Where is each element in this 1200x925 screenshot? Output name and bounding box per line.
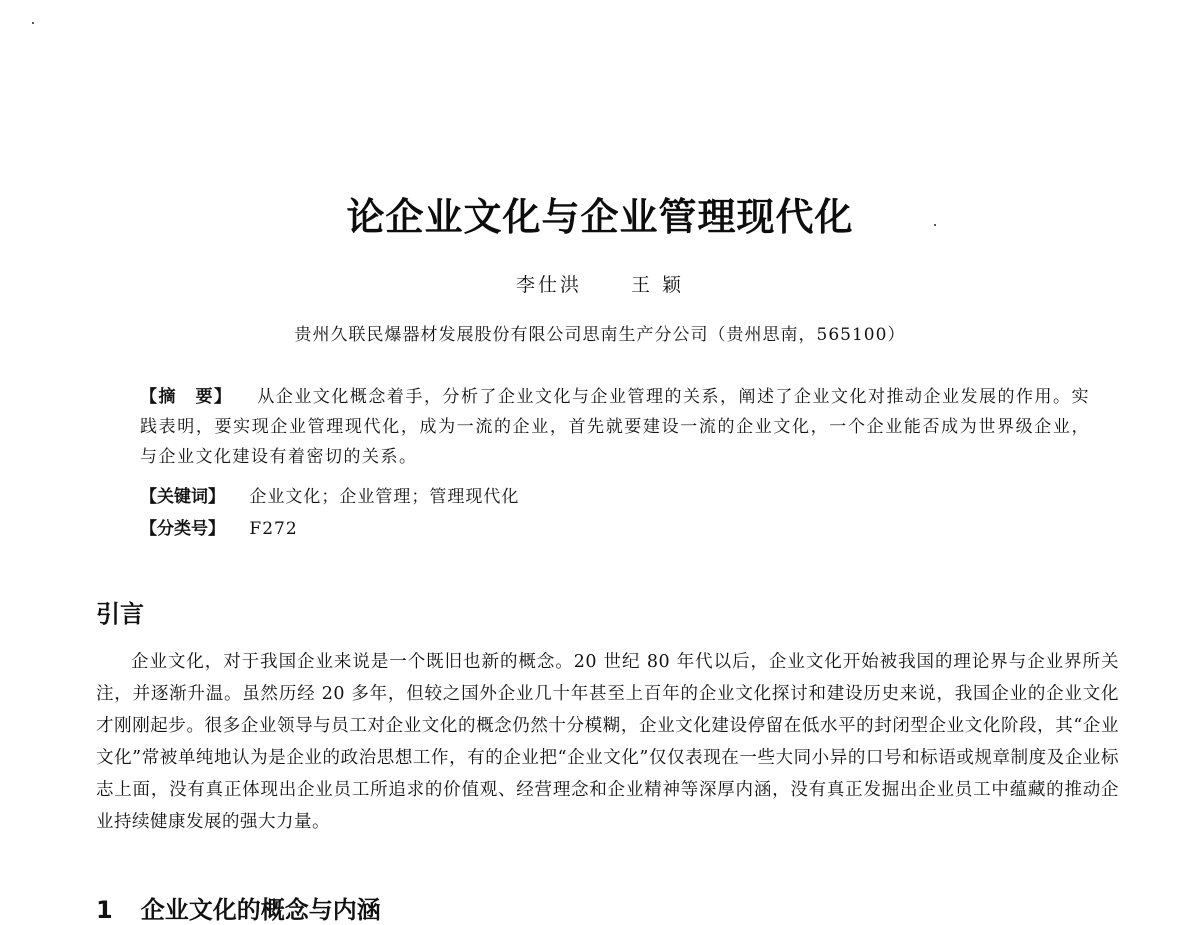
classification-label: 【分类号】 [140, 519, 225, 539]
classification-text: F272 [249, 519, 298, 539]
keywords [140, 482, 519, 507]
abstract-text: 从企业文化概念着手，分析了企业文化与企业管理的关系，阐述了企业文化对推动企业发展的作用。实践表明，要实现企业管理现代化，成为一流的企业，首先就要建设一流的企业文化，一个企业能否成为世界级企业，与企业文化建设有着密切的关系。 [140, 387, 1091, 467]
scan-speck [32, 22, 34, 24]
abstract [140, 382, 1090, 472]
author-name: 李仕洪 [515, 274, 582, 296]
abstract-label: 【摘 要】 [140, 387, 233, 407]
author-name: 王 颖 [631, 274, 685, 296]
section-number: 1 [96, 896, 113, 924]
paper-title: 论企业文化与企业管理现代化 [346, 195, 854, 239]
keywords-text: 企业文化；企业管理；管理现代化 [249, 487, 520, 507]
author-affiliation: 贵州久联民爆器材发展股份有限公司思南生产分公司（贵州思南，565100） [294, 325, 906, 345]
section-title: 企业文化的概念与内涵 [140, 896, 381, 924]
intro-heading: 引言 [96, 600, 144, 628]
classification-number [140, 514, 298, 539]
author-list [0, 270, 1200, 297]
intro-paragraph: 企业文化，对于我国企业来说是一个既旧也新的概念。20 世纪 80 年代以后，企业文化开始被我国的理论界与企业界所关注，并逐渐升温。虽然历经 20 多年，但较之国外企业几十年甚至上百年的企业文化探讨和建设历史来说，我国企业的企业文化才刚刚起步。很多企业领导与员工对企业文化的概念仍然十分模糊，企业文化建设停留在低水平的封闭型企业文化阶段，其“企业文化”常被单纯地认为是企业的政治思想工作，有的企业把“企业文化”仅仅表现在一些大同小异的口号和标语或规章制度及企业标志上面，没有真正体现出企业员工所追求的价值观、经营理念和企业精神等深厚内涵，没有真正发掘出企业员工中蕴藏的推动企业持续健康发展的强大力量。 [96, 652, 1119, 832]
keywords-label: 【关键词】 [140, 487, 225, 507]
